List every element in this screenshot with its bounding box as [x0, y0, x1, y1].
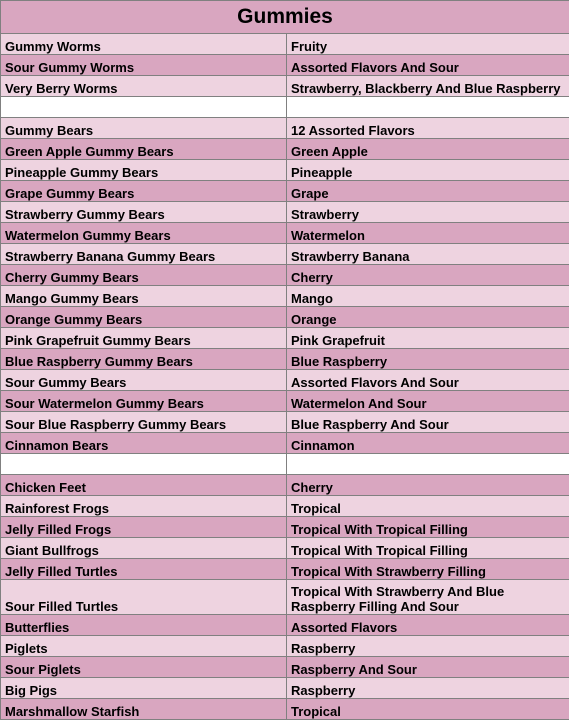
candy-name-cell[interactable]: Sour Gummy Worms — [1, 55, 287, 76]
candy-name-cell[interactable]: Gummy Worms — [1, 34, 287, 55]
table-row — [1, 559, 569, 580]
flavor-cell[interactable]: Blue Raspberry And Sour — [287, 412, 569, 433]
candy-name-cell[interactable]: Mango Gummy Bears — [1, 286, 287, 307]
candy-name-cell[interactable]: Pink Grapefruit Gummy Bears — [1, 328, 287, 349]
table-row — [1, 307, 569, 328]
table-row — [1, 615, 569, 636]
separator-row — [1, 454, 569, 475]
candy-name-cell[interactable]: Jelly Filled Frogs — [1, 517, 287, 538]
table-row — [1, 538, 569, 559]
sheet-body — [1, 34, 569, 720]
table-row — [1, 349, 569, 370]
table-row — [1, 657, 569, 678]
candy-name-cell[interactable]: Butterflies — [1, 615, 287, 636]
candy-name-cell[interactable]: Watermelon Gummy Bears — [1, 223, 287, 244]
flavor-cell[interactable]: Strawberry — [287, 202, 569, 223]
candy-name-cell[interactable]: Grape Gummy Bears — [1, 181, 287, 202]
flavor-cell[interactable]: Blue Raspberry — [287, 349, 569, 370]
table-row — [1, 391, 569, 412]
flavor-cell[interactable]: Raspberry — [287, 636, 569, 657]
table-row — [1, 475, 569, 496]
flavor-cell[interactable]: Tropical With Tropical Filling — [287, 517, 569, 538]
table-row — [1, 223, 569, 244]
table-row — [1, 517, 569, 538]
candy-name-cell[interactable]: Chicken Feet — [1, 475, 287, 496]
title-row — [1, 1, 569, 34]
flavor-cell[interactable]: Orange — [287, 307, 569, 328]
candy-name-cell[interactable]: Jelly Filled Turtles — [1, 559, 287, 580]
flavor-cell[interactable]: Raspberry And Sour — [287, 657, 569, 678]
table-row — [1, 139, 569, 160]
empty-cell[interactable] — [287, 97, 569, 118]
separator-row — [1, 97, 569, 118]
flavor-cell[interactable]: Cinnamon — [287, 433, 569, 454]
table-row — [1, 433, 569, 454]
flavor-cell[interactable]: Watermelon And Sour — [287, 391, 569, 412]
flavor-cell[interactable]: Tropical With Strawberry Filling — [287, 559, 569, 580]
sheet-title: Gummies — [1, 1, 569, 34]
table-row — [1, 496, 569, 517]
candy-name-cell[interactable]: Cherry Gummy Bears — [1, 265, 287, 286]
candy-name-cell[interactable]: Orange Gummy Bears — [1, 307, 287, 328]
table-row — [1, 76, 569, 97]
candy-name-cell[interactable]: Marshmallow Starfish — [1, 699, 287, 720]
table-row — [1, 118, 569, 139]
candy-name-cell[interactable]: Sour Watermelon Gummy Bears — [1, 391, 287, 412]
flavor-cell[interactable]: Pink Grapefruit — [287, 328, 569, 349]
flavor-cell[interactable]: Green Apple — [287, 139, 569, 160]
candy-name-cell[interactable]: Green Apple Gummy Bears — [1, 139, 287, 160]
flavor-cell[interactable]: Watermelon — [287, 223, 569, 244]
empty-cell[interactable] — [287, 454, 569, 475]
table-row — [1, 328, 569, 349]
table-row — [1, 699, 569, 720]
candy-name-cell[interactable]: Very Berry Worms — [1, 76, 287, 97]
flavor-cell[interactable]: Tropical With Tropical Filling — [287, 538, 569, 559]
table-row — [1, 370, 569, 391]
flavor-cell[interactable]: Assorted Flavors — [287, 615, 569, 636]
table-row — [1, 678, 569, 699]
empty-cell[interactable] — [1, 97, 287, 118]
table-row — [1, 580, 569, 615]
table-row — [1, 636, 569, 657]
flavor-cell[interactable]: Cherry — [287, 475, 569, 496]
candy-name-cell[interactable]: Strawberry Banana Gummy Bears — [1, 244, 287, 265]
flavor-cell[interactable]: Tropical — [287, 496, 569, 517]
candy-name-cell[interactable]: Cinnamon Bears — [1, 433, 287, 454]
candy-name-cell[interactable]: Piglets — [1, 636, 287, 657]
flavor-cell[interactable]: Assorted Flavors And Sour — [287, 55, 569, 76]
flavor-cell[interactable]: Raspberry — [287, 678, 569, 699]
flavor-cell[interactable]: Fruity — [287, 34, 569, 55]
candy-name-cell[interactable]: Strawberry Gummy Bears — [1, 202, 287, 223]
table-row — [1, 55, 569, 76]
candy-name-cell[interactable]: Sour Piglets — [1, 657, 287, 678]
table-row — [1, 244, 569, 265]
flavor-cell[interactable]: 12 Assorted Flavors — [287, 118, 569, 139]
flavor-cell[interactable]: Assorted Flavors And Sour — [287, 370, 569, 391]
flavor-cell[interactable]: Cherry — [287, 265, 569, 286]
candy-name-cell[interactable]: Giant Bullfrogs — [1, 538, 287, 559]
candy-name-cell[interactable]: Rainforest Frogs — [1, 496, 287, 517]
candy-name-cell[interactable]: Blue Raspberry Gummy Bears — [1, 349, 287, 370]
table-row — [1, 160, 569, 181]
table-row — [1, 202, 569, 223]
candy-name-cell[interactable]: Gummy Bears — [1, 118, 287, 139]
table-row — [1, 265, 569, 286]
flavor-cell[interactable]: Tropical — [287, 699, 569, 720]
candy-name-cell[interactable]: Sour Gummy Bears — [1, 370, 287, 391]
table-row — [1, 412, 569, 433]
empty-cell[interactable] — [1, 454, 287, 475]
candy-name-cell[interactable]: Sour Filled Turtles — [1, 580, 287, 615]
table-row — [1, 34, 569, 55]
candy-name-cell[interactable]: Sour Blue Raspberry Gummy Bears — [1, 412, 287, 433]
flavor-cell[interactable]: Mango — [287, 286, 569, 307]
table-row — [1, 286, 569, 307]
flavor-cell[interactable]: Strawberry Banana — [287, 244, 569, 265]
flavor-cell[interactable]: Pineapple — [287, 160, 569, 181]
flavor-cell[interactable]: Tropical With Strawberry And Blue Raspberry Filling And Sour — [287, 580, 569, 615]
flavor-cell[interactable]: Grape — [287, 181, 569, 202]
candy-name-cell[interactable]: Big Pigs — [1, 678, 287, 699]
flavor-cell[interactable]: Strawberry, Blackberry And Blue Raspberry — [287, 76, 569, 97]
candy-name-cell[interactable]: Pineapple Gummy Bears — [1, 160, 287, 181]
table-row — [1, 181, 569, 202]
